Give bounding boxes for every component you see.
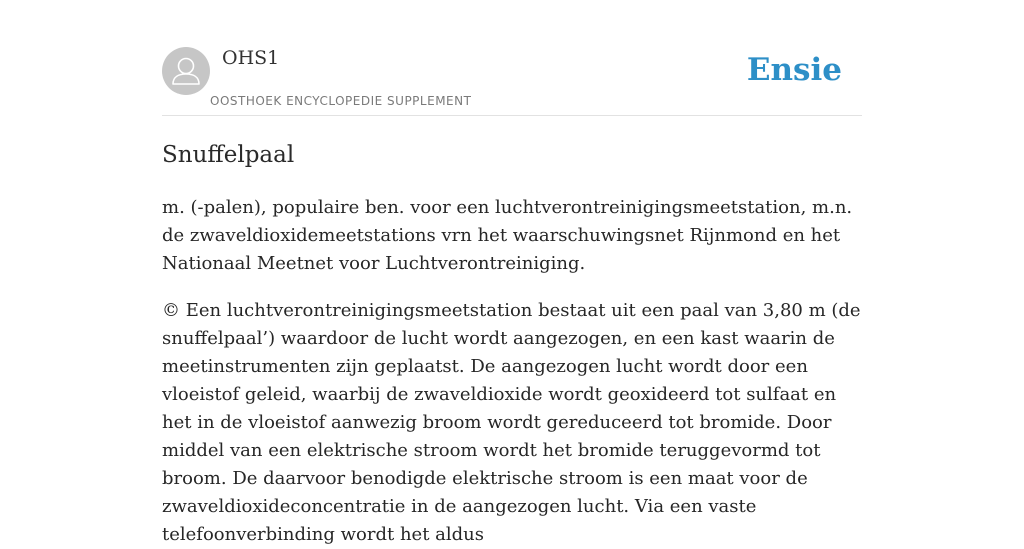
source-name[interactable]: OOSTHOEK ENCYCLOPEDIE SUPPLEMENT	[210, 94, 472, 108]
user-icon	[162, 47, 210, 95]
content-container	[162, 0, 862, 549]
article-title: Snuffelpaal	[162, 142, 295, 168]
article-paragraph: m. (-palen), populaire ben. voor een luchtverontreinigingsmeetstation, m.n. de zwaveldioxidemeetstations vrn het waarschuwingsnet Rijnmond en het Nationaal Meetnet voor Luchtverontreiniging.	[162, 197, 853, 274]
avatar[interactable]	[162, 47, 210, 95]
article-header	[162, 0, 862, 116]
site-logo[interactable]: Ensie	[746, 52, 842, 88]
article-paragraph: © Een luchtverontreinigingsmeetstation bestaat uit een paal van 3,80 m (de snuffelpaal’) waardoor de lucht wordt aangezogen, en een kast waarin de meetinstrumenten zijn geplaatst. De aangezogen lucht wordt door een vloeistof geleid, waarbij de zwaveldioxide wordt geoxideerd tot sulfaat en het in de vloeistof aanwezig broom wordt gereduceerd tot bromide. Door middel van een elektrische stroom wordt het bromide teruggevormd tot broom. De daarvoor benodigde elektrische stroom is een maat voor de zwaveldioxideconcentratie in de aangezogen lucht. Via een vaste telefoonverbinding wordt het aldus	[162, 300, 861, 545]
author-name[interactable]: OHS1	[222, 47, 280, 69]
